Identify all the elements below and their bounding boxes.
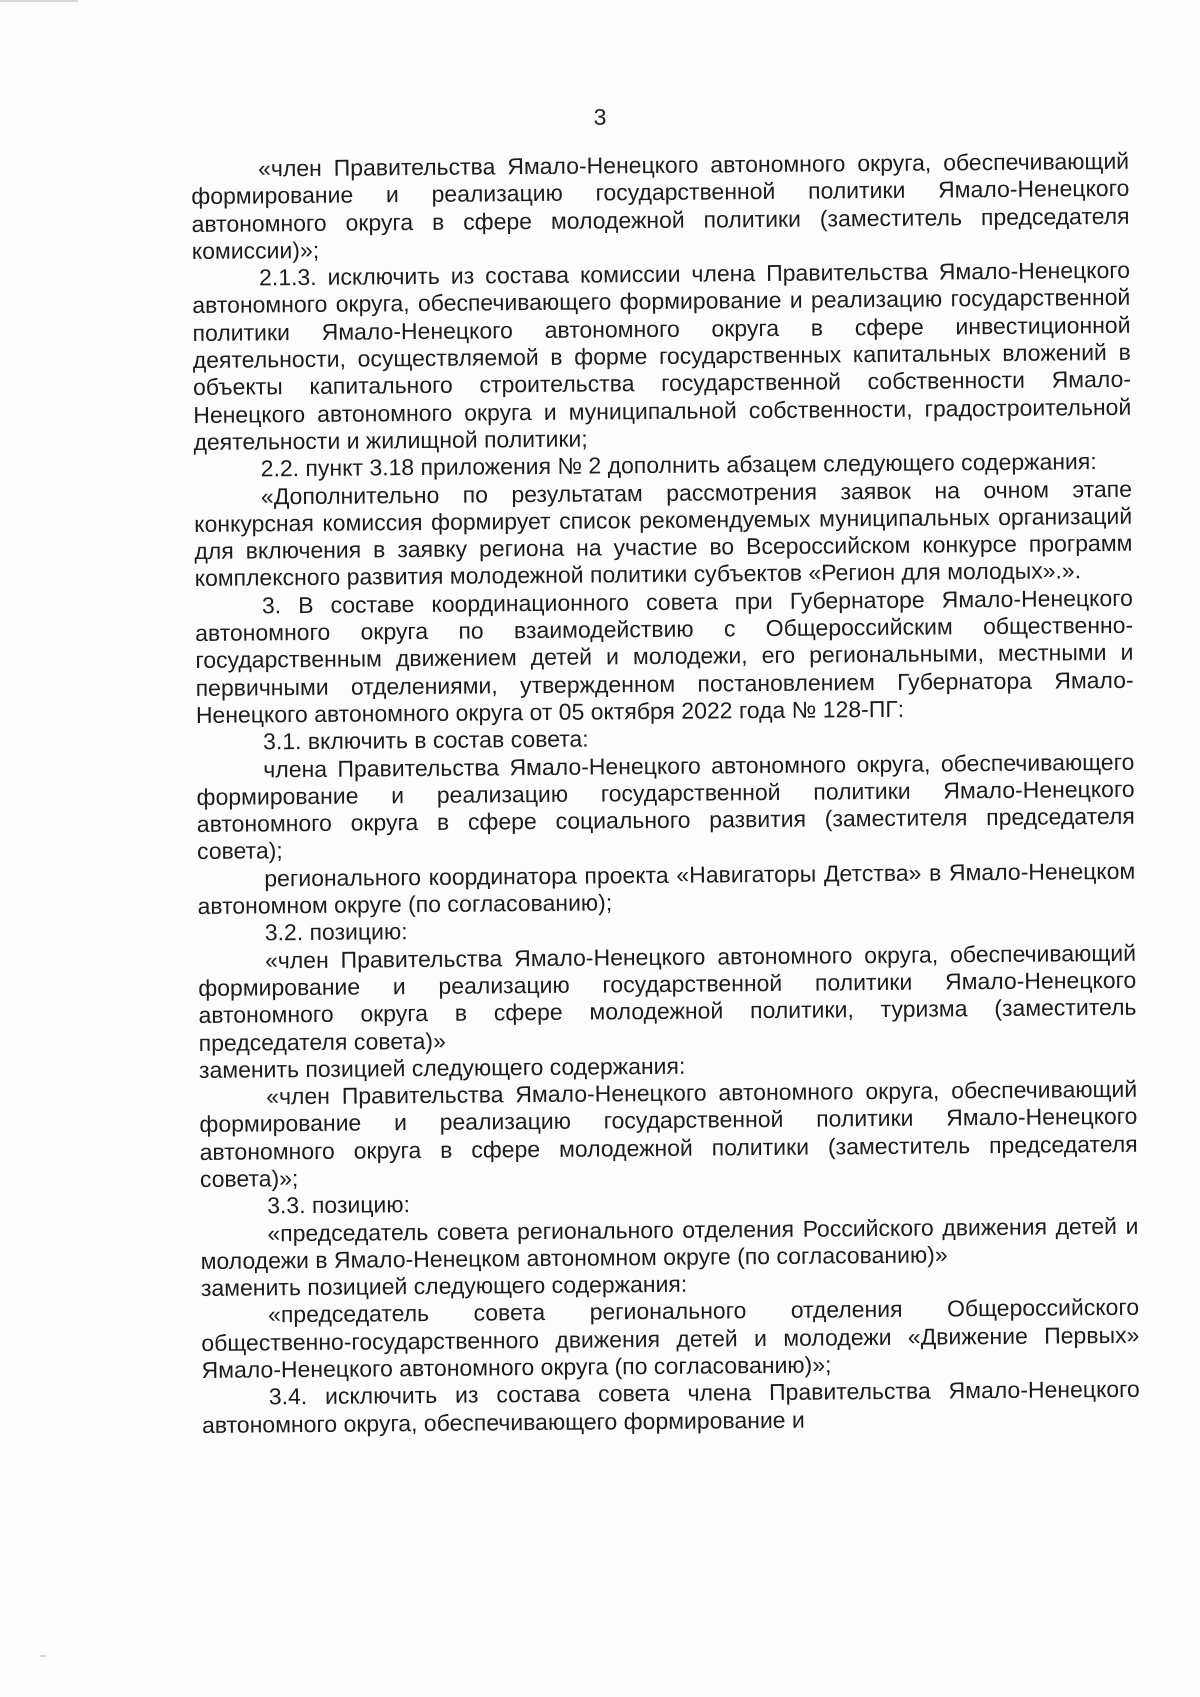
paragraph: 3.2. позицию:	[264, 918, 408, 946]
paragraph: заменить позицией следующего содержания:	[198, 1052, 686, 1083]
paragraph: 3.3. позицию:	[267, 1191, 411, 1219]
paragraph: «Дополнительно по результатам рассмотрения заявок на очном этапе конкурсная комиссия формирует список рекомендуемых муниципальных организаций для включения в заявку региона на участие во Всероссийском конкурсе программ комплексного развития молодежной политики субъектов «Регион для молодых».».	[194, 475, 1133, 592]
page-number: 3	[593, 104, 607, 130]
paragraph: «председатель совета регионального отделения Общероссийского общественно-государственного движения детей и молодежи «Движение Первых» Ямало-Ненецкого автономного округа (по согласованию)»;	[201, 1294, 1140, 1384]
paragraph: «член Правительства Ямало-Ненецкого автономного округа, обеспечивающий формирование и реализацию государственной политики Ямало-Ненецкого автономного округа в сфере молодежной политики (заместитель председателя совета)»;	[199, 1075, 1138, 1192]
paragraph: 2.2. пункт 3.18 приложения № 2 дополнить абзацем следующего содержания:	[260, 448, 1097, 482]
paragraph: регионального координатора проекта «Навигаторы Детства» в Ямало-Ненецком автономном округе (по согласованию);	[197, 857, 1136, 919]
paragraph: 2.1.3. исключить из состава комиссии члена Правительства Ямало-Ненецкого автономного округа, обеспечивающего формирование и реализацию государственной политики Ямало-Ненецкого автономного округа в сфере инвестиционной деятельности, осуществляемой в форме государственных капитальных вложений в объекты капитального строительства государственной собственности Ямало-Ненецкого автономного округа и муниципальной собственности, градостроительной деятельности и жилищной политики;	[192, 256, 1132, 455]
paragraph: 3.1. включить в состав совета:	[262, 725, 589, 755]
scan-edge-mark	[40, 1655, 46, 1657]
paragraph: 3. В составе координационного совета при Губернаторе Ямало-Ненецкого автономного округа по взаимодействию с Общероссийским общественно-государственным движением детей и молодежи, его региональными, местными и первичными отделениями, утвержденном постановлением Губернатора Ямало-Ненецкого автономного округа от 05 октября 2022 года № 128-ПГ:	[195, 584, 1134, 728]
scan-edge-mark	[0, 0, 78, 2]
paragraph: «председатель совета регионального отделения Российского движения детей и молодежи в Ямало-Ненецком автономном округе (по согласованию)»	[200, 1212, 1139, 1274]
paragraph: 3.4. исключить из состава совета члена Правительства Ямало-Ненецкого автономного округа, обеспечивающего формирование и	[201, 1376, 1140, 1438]
paragraph: «член Правительства Ямало-Ненецкого автономного округа, обеспечивающий формирование и реализацию государственной политики Ямало-Ненецкого автономного округа в сфере молодежной политики, туризма (заместитель председателя совета)»	[198, 939, 1137, 1056]
paragraph: члена Правительства Ямало-Ненецкого автономного округа, обеспечивающего формирование и реализацию государственной политики Ямало-Ненецкого автономного округа в сфере социального развития (заместителя председателя совета);	[196, 748, 1135, 865]
document-body	[191, 148, 1140, 1439]
paragraph: заменить позицией следующего содержания:	[200, 1270, 688, 1302]
paragraph: «член Правительства Ямало-Ненецкого автономного округа, обеспечивающий формирование и реализацию государственной политики Ямало-Ненецкого автономного округа в сфере молодежной политики (заместитель председателя комиссии)»;	[191, 147, 1130, 264]
